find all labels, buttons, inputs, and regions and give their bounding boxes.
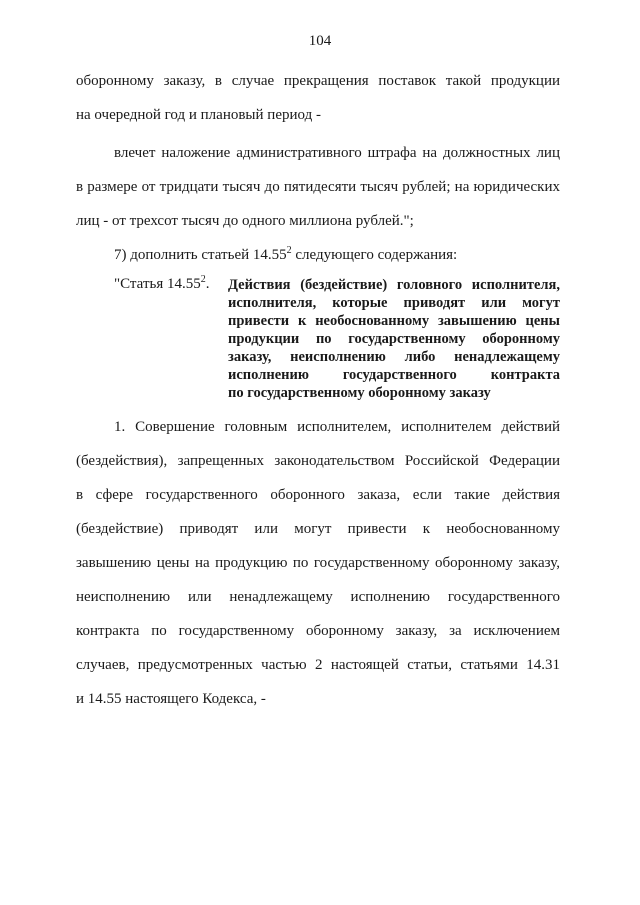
article-title-line: по государственному оборонному заказу [228, 385, 491, 401]
article-title-line: Действия (бездействие) головного исполнителя, [228, 277, 560, 293]
article-label-text: "Статья 14.55 [114, 276, 201, 292]
article-title-line: привести к необоснованному завышению цены [228, 313, 560, 329]
para3-superscript: 2 [286, 245, 292, 256]
article-title-line: исполнению государственного контракта [228, 367, 560, 383]
article-title [228, 276, 560, 402]
text-line [76, 238, 560, 272]
text-line: (бездействие) приводят или могут привести к необоснованному [76, 521, 560, 537]
text-line: (бездействия), запрещенных законодательством Российской Федерации [76, 453, 560, 469]
text-line: в сфере государственного оборонного заказа, если такие действия [76, 487, 560, 503]
text-line: оборонному заказу, в случае прекращения поставок такой продукции [76, 73, 560, 89]
article-title-line: заказу, неисполнению либо ненадлежащему [228, 349, 560, 365]
text-line: и 14.55 настоящего Кодекса, - [76, 691, 266, 707]
text-line: завышению цены на продукцию по государственному оборонному заказу, [76, 555, 560, 571]
paragraph-2 [76, 136, 560, 238]
para3-before: 7) дополнить статьей 14.55 [114, 247, 287, 263]
article-label-superscript: 2 [200, 274, 206, 285]
text-line: влечет наложение административного штрафа на должностных лиц [114, 145, 560, 161]
paragraph-1 [76, 64, 560, 132]
text-line: на очередной год и плановый период - [76, 107, 321, 123]
text-line: случаев, предусмотренных частью 2 настоящей статьи, статьями 14.31 [76, 657, 560, 673]
article-title-line: продукции по государственному оборонному [228, 331, 560, 347]
text-line: лиц - от трехсот тысяч до одного миллиона рублей."; [76, 213, 414, 229]
text-line: контракта по государственному оборонному заказу, за исключением [76, 623, 560, 639]
page-number: 104 [308, 33, 332, 49]
article-label [114, 276, 209, 293]
para3-after: следующего содержания: [291, 247, 458, 263]
text-line: неисполнению или ненадлежащему исполнению государственного [76, 589, 560, 605]
text-line: в размере от тридцати тысяч до пятидесяти тысяч рублей; на юридических [76, 179, 560, 195]
article-title-line: исполнителя, которые приводят или могут [228, 295, 560, 311]
article-label-dot: . [205, 276, 210, 292]
paragraph-4 [76, 410, 560, 716]
paragraph-3 [76, 238, 560, 272]
text-line: 1. Совершение головным исполнителем, исполнителем действий [114, 419, 560, 435]
